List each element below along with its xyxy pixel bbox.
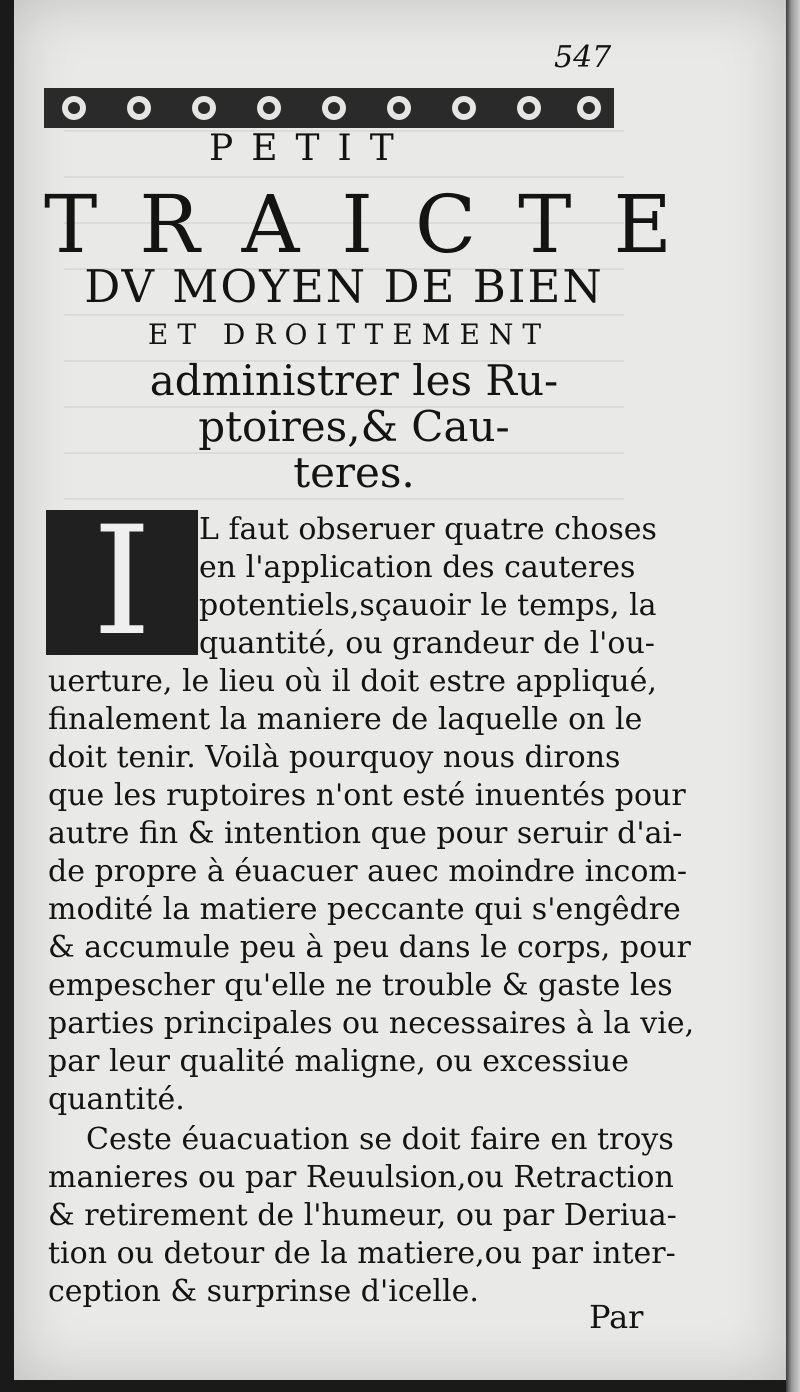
page-number: 547	[554, 40, 612, 75]
title-line-4: ET DROITTEMENT	[147, 318, 551, 351]
title-line-5b: ptoires,& Cau-	[198, 402, 510, 451]
text-line: & retirement de l'humeur, ou par Deriua-	[48, 1198, 677, 1233]
text-line: autre fin & intention que pour seruir d'ai-	[48, 816, 683, 851]
text-line: L faut obseruer quatre choses	[199, 512, 657, 547]
text-line: potentiels,sçauoir le temps, la	[199, 588, 657, 623]
ornamental-headpiece	[44, 82, 614, 134]
text-line: ception & surprinse d'icelle.	[48, 1274, 479, 1309]
book-page	[14, 0, 786, 1380]
text-line: manieres ou par Reuulsion,ou Retraction	[48, 1160, 674, 1195]
page-edge	[786, 0, 800, 1392]
text-line: modité la matiere peccante qui s'engêdre	[48, 892, 681, 927]
title-line-5a: administrer les Ru-	[149, 356, 559, 405]
text-line: que les ruptoires n'ont esté inuentés pour	[48, 778, 686, 813]
text-line: parties principales ou necessaires à la vie,	[48, 1006, 695, 1041]
text-line: finalement la maniere de laquelle on le	[48, 702, 643, 737]
title-line-3: DV MOYEN DE BIEN	[84, 260, 604, 313]
title-line-2: TRAICTE	[44, 178, 714, 271]
title-line-1: PETIT	[209, 128, 412, 169]
text-line: doit tenir. Voilà pourquoy nous dirons	[48, 740, 621, 775]
title-line-5	[104, 358, 604, 496]
text-line: de propre à éuacuer auec moindre incom-	[48, 854, 687, 889]
text-line: par leur qualité maligne, ou excessiue	[48, 1044, 629, 1079]
drop-cap-letter: I	[92, 495, 152, 669]
text-line: en l'application des cauteres	[199, 550, 636, 585]
text-line: quantité, ou grandeur de l'ou-	[199, 626, 655, 661]
text-line: empescher qu'elle ne trouble & gaste les	[48, 968, 673, 1003]
text-line: & accumule peu à peu dans le corps, pour	[48, 930, 691, 965]
text-line: uerture, le lieu où il doit estre appliqué,	[48, 664, 657, 699]
text-line: tion ou detour de la matiere,ou par inter-	[48, 1236, 676, 1271]
text-line: Ceste éuacuation se doit faire en troys	[86, 1122, 674, 1157]
text-line: quantité.	[48, 1082, 185, 1117]
decorated-initial	[46, 495, 198, 669]
catchword: Par	[589, 1298, 644, 1336]
title-line-5c: teres.	[293, 448, 415, 497]
